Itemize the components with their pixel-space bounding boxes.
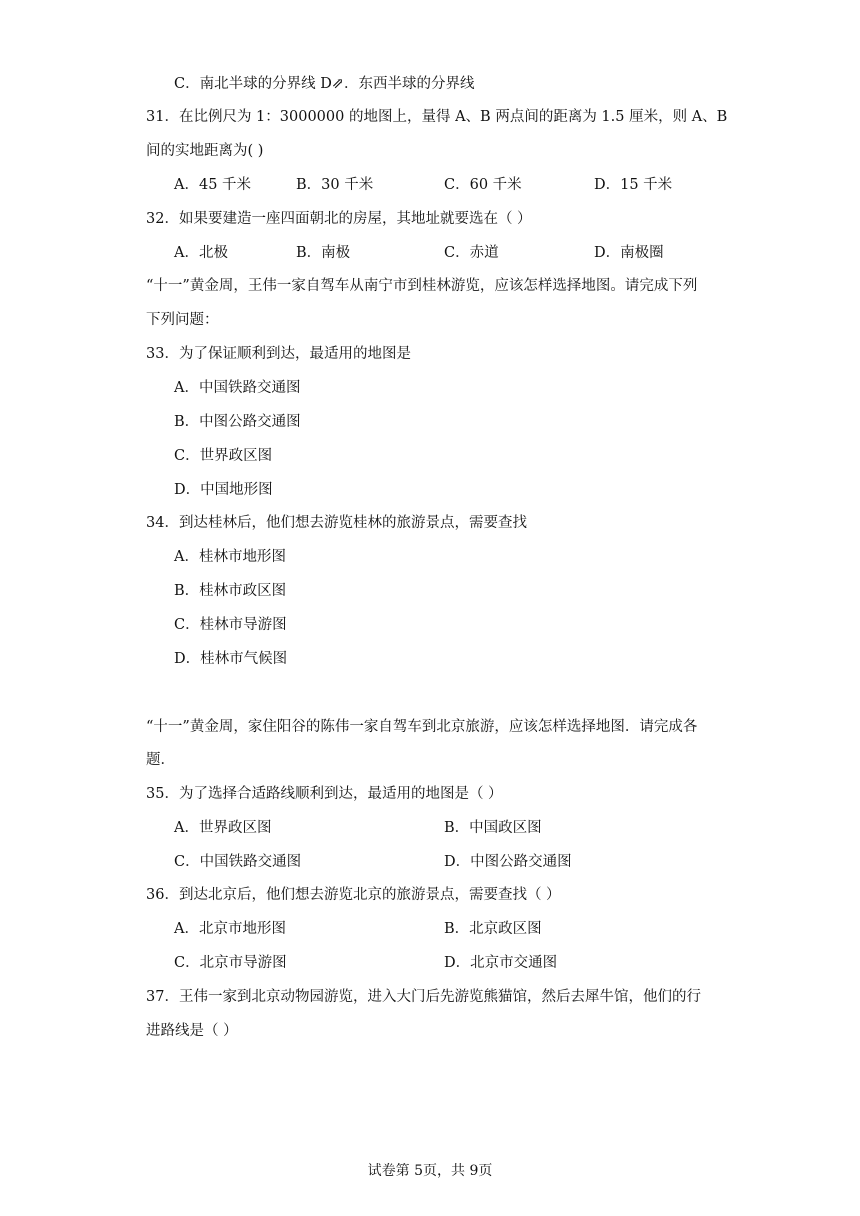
option-c: C．桂林市导游图 — [174, 617, 287, 633]
passage-text: 下列问题： — [146, 312, 219, 328]
option-d: D．北京市交通图 — [444, 955, 558, 971]
question-text: 进路线是（ ） — [146, 1023, 238, 1039]
option-d: D．中图公路交通图 — [444, 854, 572, 870]
question-text: 36．到达北京后，他们想去游览北京的旅游景点，需要查找（ ） — [146, 887, 561, 903]
option-b: B．北京政区图 — [444, 921, 542, 937]
option-b: B．中图公路交通图 — [174, 414, 301, 430]
question-text: 31．在比例尺为 1：3000000 的地图上，量得 A、B 两点间的距离为 1.5 厘米，则 A、B — [146, 109, 728, 125]
passage-text: “十一”黄金周，王伟一家自驾车从南宁市到桂林游览，应该怎样选择地图。请完成下列 — [146, 278, 698, 294]
option-a: A．北极 — [174, 245, 228, 261]
page-footer: 试卷第 5页，共 9页 — [367, 1163, 493, 1179]
option-b: B．桂林市政区图 — [174, 583, 287, 599]
passage-text: “十一”黄金周，家住阳谷的陈伟一家自驾车到北京旅游，应该怎样选择地图．请完成各 — [146, 719, 698, 735]
option-d: D．中国地形图 — [174, 482, 273, 498]
option-a: A．中国铁路交通图 — [174, 380, 301, 396]
question-text: 34．到达桂林后，他们想去游览桂林的旅游景点，需要查找 — [146, 515, 527, 531]
option-a: A．北京市地形图 — [174, 921, 286, 937]
passage-text: 题． — [146, 752, 175, 768]
option-c: C．世界政区图 — [174, 448, 273, 464]
option-a: A．世界政区图 — [174, 820, 272, 836]
option-b: B．30 千米 — [296, 177, 374, 193]
question-text: 33．为了保证顺利到达，最适用的地图是 — [146, 346, 411, 362]
question-text: 间的实地距离为( ) — [146, 143, 264, 159]
option-b: B．中国政区图 — [444, 820, 542, 836]
question-text: 32．如果要建造一座四面朝北的房屋，其地址就要选在（ ） — [146, 211, 532, 227]
question-text: 35．为了选择合适路线顺利到达，最适用的地图是（ ） — [146, 786, 503, 802]
q30-option-c-d: C．南北半球的分界线 D⇗．东西半球的分界线 — [174, 76, 475, 92]
option-d: D．15 千米 — [594, 177, 673, 193]
option-d: D．南极圈 — [594, 245, 664, 261]
option-b: B．南极 — [296, 245, 351, 261]
option-c: C．60 千米 — [444, 177, 522, 193]
option-a: A．45 千米 — [174, 177, 252, 193]
option-a: A．桂林市地形图 — [174, 549, 286, 565]
question-text: 37．王伟一家到北京动物园游览，进入大门后先游览熊猫馆，然后去犀牛馆，他们的行 — [146, 989, 701, 1005]
option-c: C．赤道 — [444, 245, 499, 261]
option-c: C．北京市导游图 — [174, 955, 287, 971]
option-c: C．中国铁路交通图 — [174, 854, 302, 870]
option-d: D．桂林市气候图 — [174, 651, 288, 667]
